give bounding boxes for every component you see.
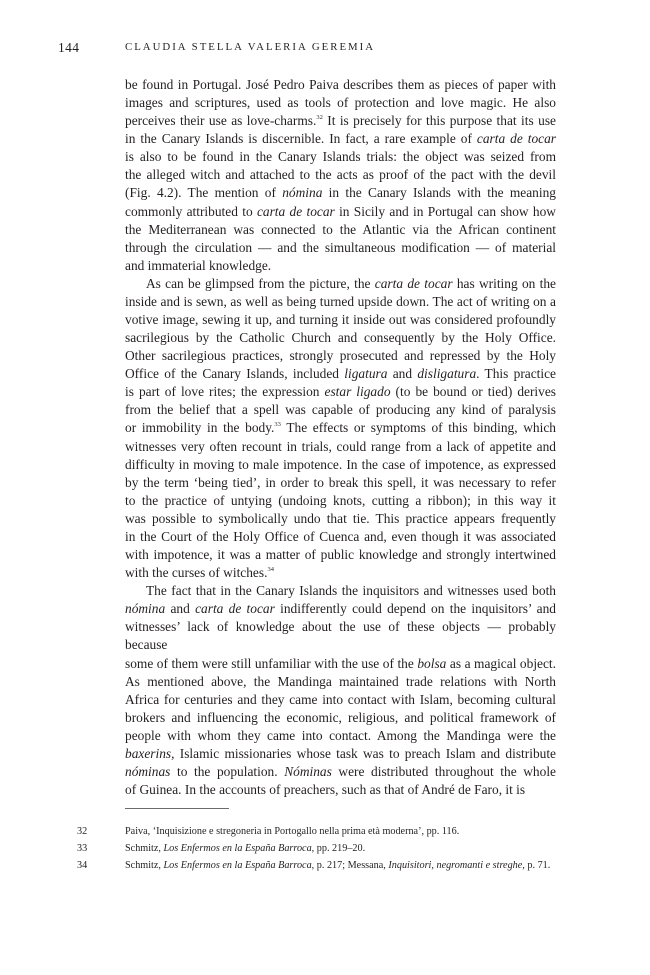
body-line: the alleged witch and attached to the acts as proof of the pact with the devil bbox=[125, 167, 556, 183]
body-line: inside and is sewn, as well as being turned upside down. The act of writing on a bbox=[125, 293, 556, 309]
body-line: witnesses’ lack of knowledge about the use of these objects — probably because bbox=[125, 619, 556, 653]
body-line: and immaterial knowledge. bbox=[125, 257, 272, 273]
body-line: is also to be found in the Canary Islands trials: the object was seized from bbox=[125, 149, 556, 165]
body-line: difficulty in moving to male impotence. In the case of impotence, as expressed bbox=[125, 456, 556, 472]
body-line: baxerins, Islamic missionaries whose task was to preach Islam and distribute bbox=[125, 745, 556, 761]
body-line: As mentioned above, the Mandinga maintained trade relations with North bbox=[125, 673, 556, 689]
body-line: the Mediterranean was connected to the Atlantic via the African continent bbox=[125, 221, 556, 237]
body-line: people with whom they came into contact. Among the Mandinga were the bbox=[125, 727, 556, 743]
running-head-author: CLAUDIA STELLA VALERIA GEREMIA bbox=[125, 41, 376, 53]
body-line: nómina and carta de tocar indifferently could depend on the inquisitors’ and bbox=[125, 601, 556, 617]
body-text bbox=[125, 76, 556, 799]
body-line: perceives their use as love-charms.$^{32}$ It is precisely for this purpose that its use bbox=[125, 113, 556, 129]
body-line: witnesses very often recount in trials, could range from a lack of appetite and bbox=[125, 438, 556, 454]
body-line: (Fig. 4.2). The mention of nómina in the Canary Islands with the meaning bbox=[125, 185, 556, 201]
body-line: some of them were still unfamiliar with the use of the bolsa as a magical object. bbox=[125, 655, 557, 671]
running-header bbox=[58, 40, 558, 60]
body-line: be found in Portugal. José Pedro Paiva describes them as pieces of paper with bbox=[125, 77, 556, 92]
body-line: is part of love rites; the expression estar ligado (to be bound or tied) derives bbox=[125, 384, 556, 400]
body-line: was possible to symbolically undo that tie. This practice appears frequently bbox=[125, 510, 556, 526]
footnote bbox=[77, 841, 577, 858]
body-line: nóminas to the population. Nóminas were distributed throughout the whole bbox=[125, 763, 556, 779]
body-line: with the curses of witches.$^{34}$ bbox=[125, 565, 274, 581]
body-line: in the Court of the Holy Office of Cuenca and, even though it was associated bbox=[125, 528, 556, 544]
footnote-text: Schmitz, Los Enfermos en la España Barroca, pp. 219–20. bbox=[125, 842, 366, 854]
footnote-number: 32 bbox=[77, 826, 88, 837]
body-line: Office of the Canary Islands, included ligatura and disligatura. This practice bbox=[125, 366, 557, 382]
body-line: brokers and influencing the economic, religious, and political framework of bbox=[125, 709, 556, 725]
footnote bbox=[77, 824, 577, 841]
body-line: As can be glimpsed from the picture, the carta de tocar has writing on the bbox=[146, 275, 556, 291]
body-line: images and scriptures, used as tools of protection and love magic. He also bbox=[125, 95, 556, 111]
footnote-number: 33 bbox=[77, 842, 88, 854]
body-line: The fact that in the Canary Islands the inquisitors and witnesses used both bbox=[146, 583, 556, 599]
page-number: 144 bbox=[58, 40, 80, 55]
body-line: in the Canary Islands is discernible. In fact, a rare example of carta de tocar bbox=[125, 131, 557, 147]
footnotes bbox=[77, 824, 577, 874]
body-line: votive image, sewing it up, and turning it inside out was considered profoundly bbox=[125, 312, 556, 328]
footnote-text: Paiva, ‘Inquisizione e stregoneria in Portogallo nella prima età moderna’, pp. 116. bbox=[125, 826, 460, 837]
body-line: commonly attributed to carta de tocar in Sicily and in Portugal can show how bbox=[125, 203, 556, 219]
body-line: from the belief that a spell was capable of producing any kind of paralysis bbox=[125, 402, 556, 418]
body-line: of Guinea. In the accounts of preachers, such as that of André de Faro, it is bbox=[125, 782, 526, 798]
footnote-number: 34 bbox=[77, 859, 88, 871]
body-line: Other sacrilegious practices, strongly prosecuted and repressed by the Holy bbox=[125, 348, 556, 364]
body-line: with impotence, it was a matter of public knowledge and strongly intertwined bbox=[125, 547, 556, 563]
body-line: sacrilegious by the Catholic Church and consequently by the Holy Office. bbox=[125, 330, 556, 346]
body-line: through the circulation — and the simultaneous modification — of material bbox=[125, 239, 556, 255]
footnote-text: Schmitz, Los Enfermos en la España Barroca, p. 217; Messana, Inquisitori, negromanti e streghe, p. 71. bbox=[125, 859, 551, 871]
footnote bbox=[77, 858, 577, 875]
body-line: by the term ‘being tied’, in order to break this spell, it was necessary to refer bbox=[125, 474, 556, 490]
body-line: or immobility in the body.$^{33}$ The effects or symptoms of this binding, which bbox=[125, 420, 556, 436]
body-line: Africa for centuries and they came into contact with Islam, becoming cultural bbox=[125, 691, 556, 707]
footnote-separator bbox=[125, 808, 229, 809]
body-line: to the practice of untying (undoing knots, cutting a ribbon); in this way it bbox=[125, 492, 556, 508]
